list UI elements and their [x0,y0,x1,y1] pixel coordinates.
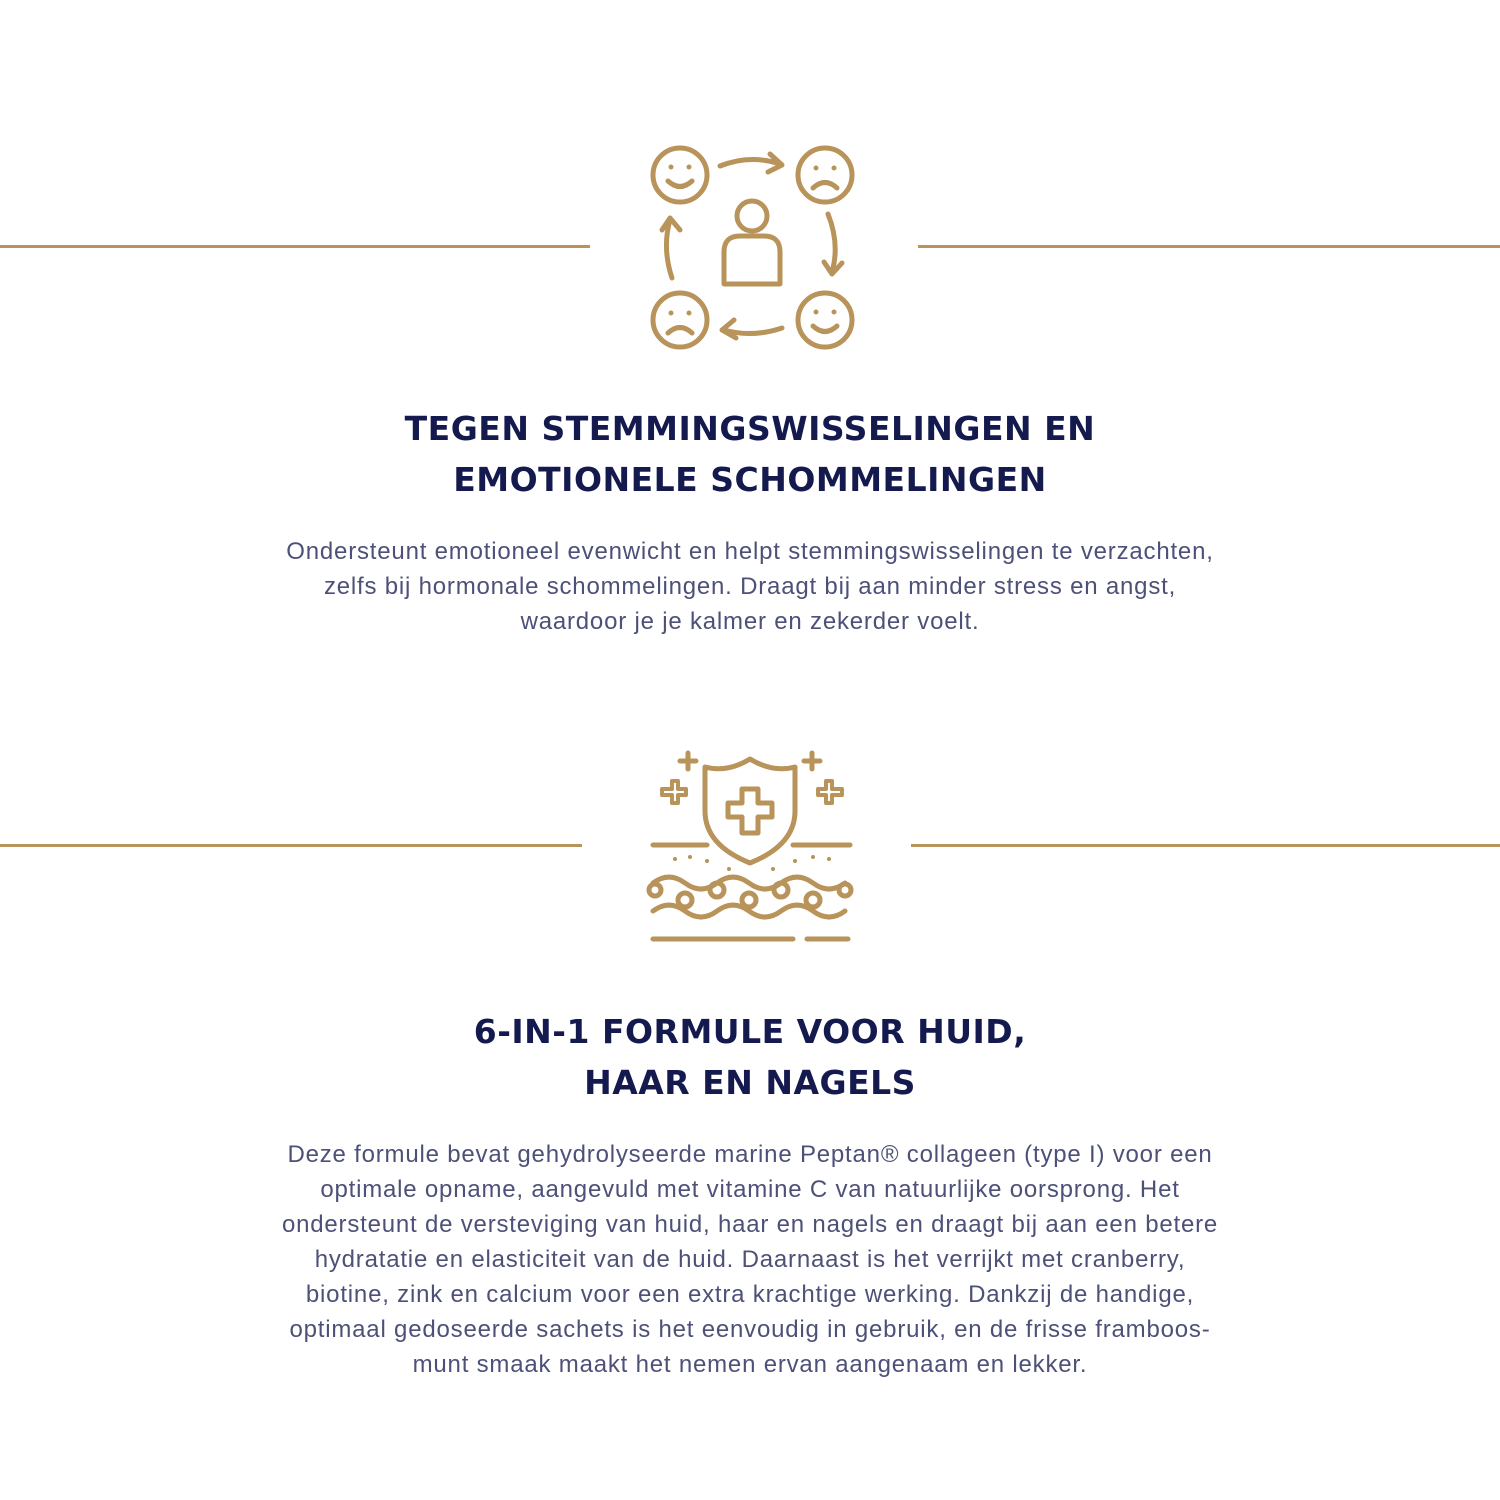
section2-body-line: ondersteunt de versteviging van huid, haar en nagels en draagt bij aan een betere [281,1211,1219,1238]
mood-cycle-icon [640,140,860,360]
section1-title-line: EMOTIONELE SCHOMMELINGEN [453,460,1047,499]
section1-title-line: TEGEN STEMMINGSWISSELINGEN EN [404,409,1096,448]
section2-body [150,1137,1350,1382]
divider-line-left [0,245,590,248]
section2-body-line: hydratatie en elasticiteit van de huid. Daarnaast is het verrijkt met cranberry, [314,1246,1186,1273]
section1-title [150,403,1350,505]
section2-body-line: biotine, zink en calcium voor een extra krachtige werking. Dankzij de handige, [305,1281,1195,1308]
section2-body-line: munt smaak maakt het nemen ervan aangenaam en lekker. [412,1351,1088,1378]
section2-title-line: HAAR EN NAGELS [584,1063,916,1102]
section2-title [150,1006,1350,1108]
section1-body [150,534,1350,639]
section1-body-line: Ondersteunt emotioneel evenwicht en helpt stemmingswisselingen te verzachten, [286,538,1214,565]
section2-body-line: optimale opname, aangevuld met vitamine C van natuurlijke oorsprong. Het [320,1176,1180,1203]
skin-shield-icon [645,745,855,950]
section2-title-line: 6-IN-1 FORMULE VOOR HUID, [473,1012,1027,1051]
divider-line-right [911,844,1500,847]
section1-body-line: waardoor je je kalmer en zekerder voelt. [520,608,980,635]
section1-body-line: zelfs bij hormonale schommelingen. Draagt bij aan minder stress en angst, [323,573,1177,600]
section2-body-line: optimaal gedoseerde sachets is het eenvoudig in gebruik, en de frisse framboos- [289,1316,1211,1343]
section2-body-line: Deze formule bevat gehydrolyseerde marine Peptan® collageen (type I) voor een [287,1141,1213,1168]
divider-line-left [0,844,582,847]
divider-line-right [918,245,1500,248]
